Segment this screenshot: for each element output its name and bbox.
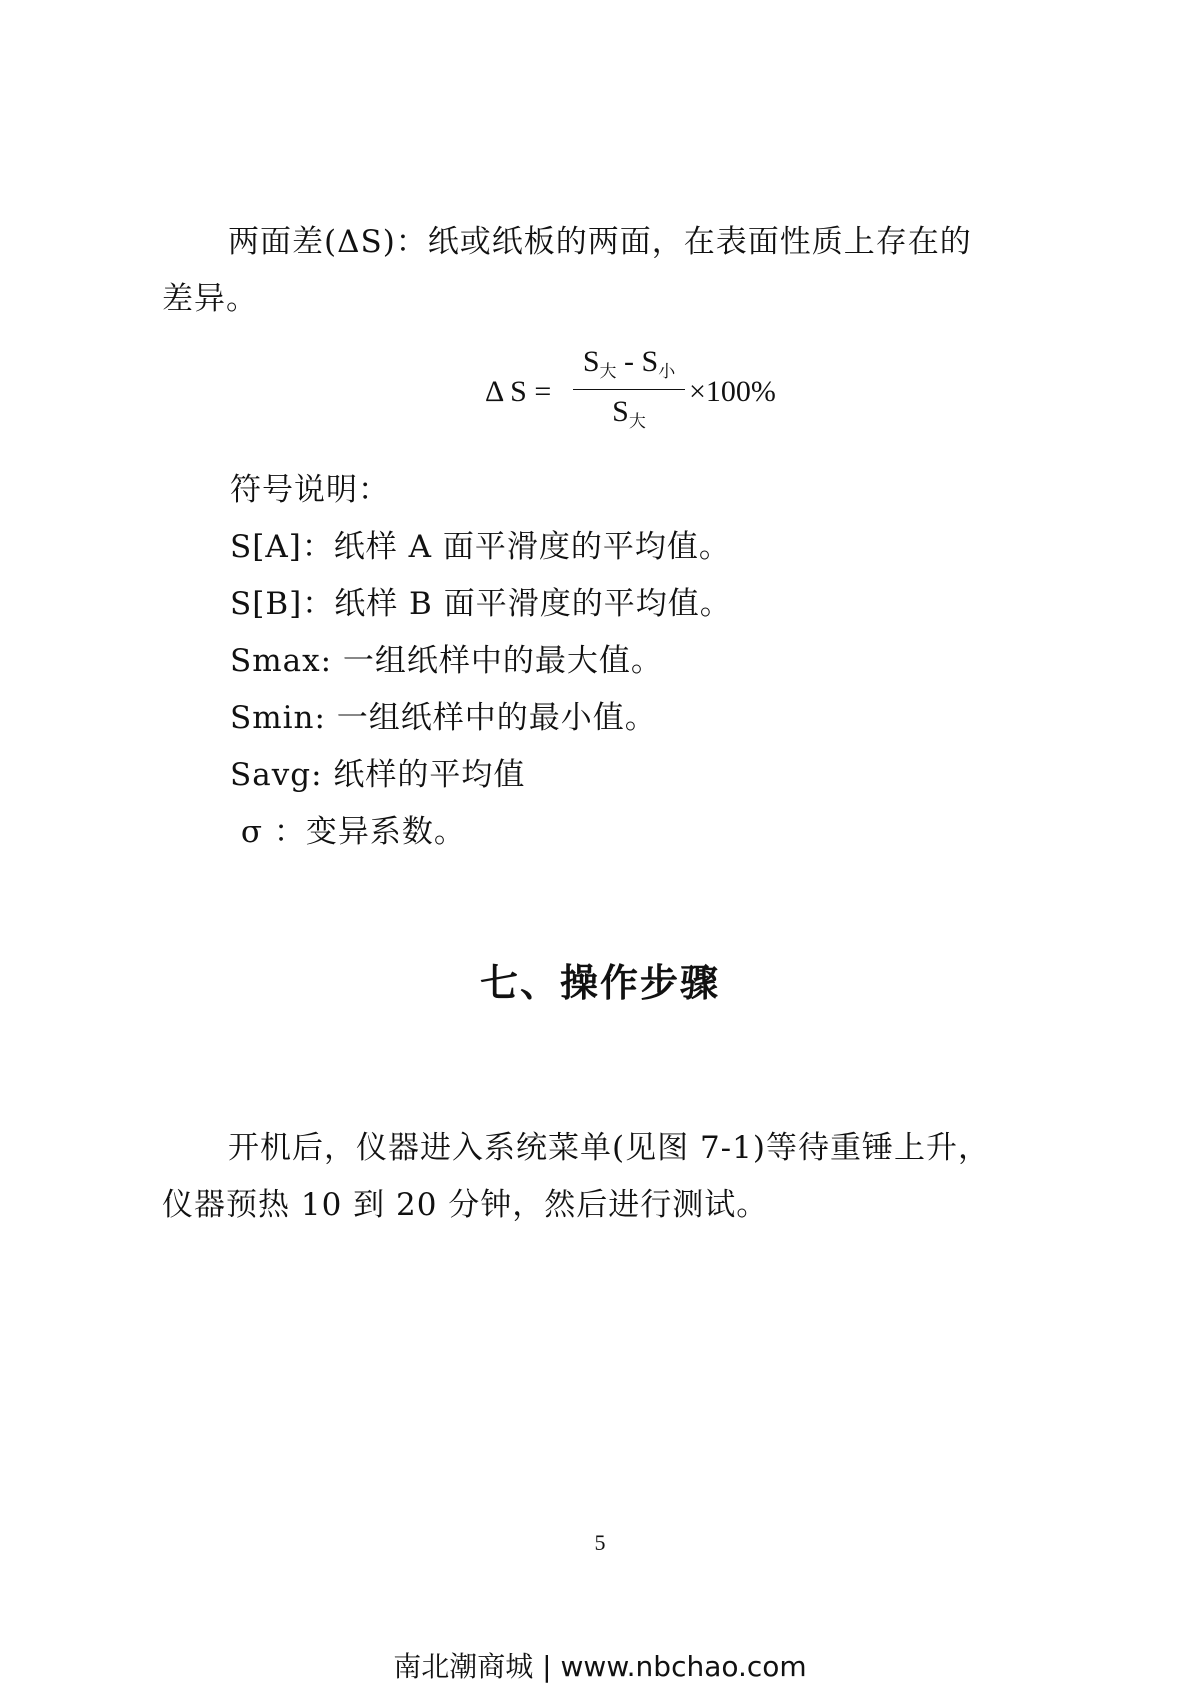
legend-item: Smin: 一组纸样中的最小值。 [230, 700, 657, 736]
legend-item: S[B]：纸样 B 面平滑度的平均值。 [230, 586, 732, 622]
section-heading: 七、操作步骤 [479, 961, 720, 1005]
definition-paragraph [162, 214, 1042, 328]
symbol-legend [230, 462, 732, 861]
definition-line-2: 差异。 [162, 281, 258, 317]
footer-watermark: 南北潮商城 | www.nbchao.com [393, 1650, 807, 1683]
legend-item: Smax: 一组纸样中的最大值。 [230, 643, 663, 679]
legend-item: S[A]：纸样 A 面平滑度的平均值。 [230, 529, 731, 565]
formula-numerator [573, 345, 685, 382]
numerator-sub2: 小 [658, 362, 676, 381]
denominator-sub: 大 [628, 412, 646, 431]
section-paragraph [162, 1120, 1042, 1234]
page-number: 5 [594, 1530, 606, 1555]
definition-line-1: 两面差(ΔS)：纸或纸板的两面，在表面性质上存在的 [228, 224, 972, 260]
fraction-bar [573, 389, 685, 390]
formula-fraction [573, 345, 685, 445]
section-line-1: 开机后，仪器进入系统菜单(见图 7-1)等待重锤上升， [228, 1130, 990, 1166]
formula-lhs: Δ S = [485, 375, 552, 408]
numerator-s1: S [582, 345, 600, 378]
legend-item: Savg: 纸样的平均值 [230, 757, 526, 793]
formula-rhs: ×100% [689, 375, 776, 408]
section-line-2: 仪器预热 10 到 20 分钟，然后进行测试。 [162, 1187, 769, 1223]
legend-title: 符号说明： [230, 472, 390, 508]
numerator-sub1: 大 [599, 362, 617, 381]
delta-s-formula [485, 345, 805, 445]
formula-denominator [573, 395, 685, 432]
numerator-minus: - [616, 345, 642, 378]
denominator-s: S [612, 395, 629, 428]
legend-item: σ ：变异系数。 [230, 814, 466, 850]
numerator-s2: S [641, 345, 659, 378]
